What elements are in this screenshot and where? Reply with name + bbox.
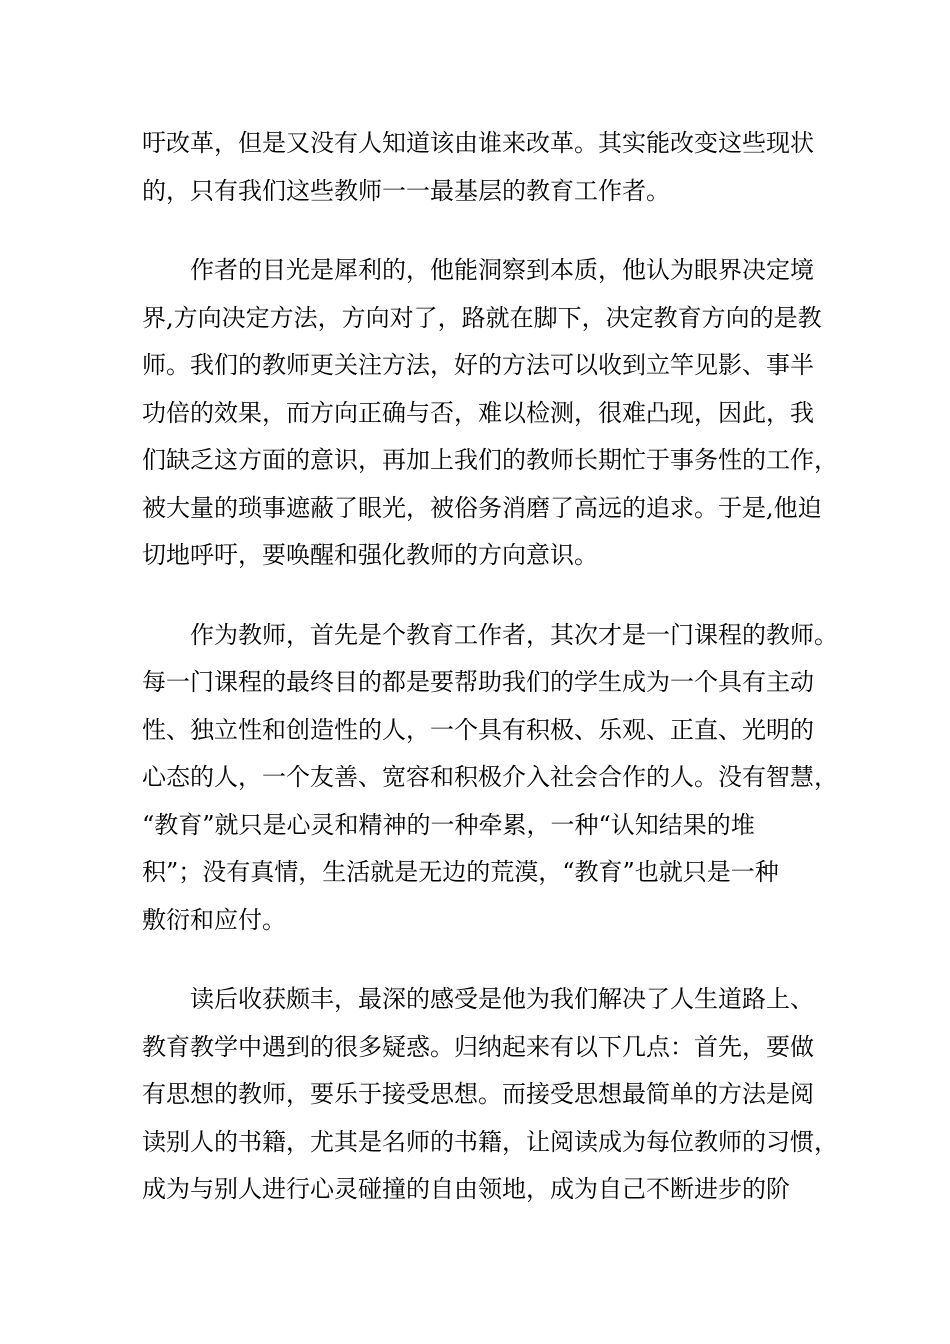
- text-line: 切地呼吁，要唤醒和强化教师的方向意识。: [142, 541, 598, 569]
- text-line: 每一门课程的最终目的都是要帮助我们的学生成为一个具有主动: [142, 668, 814, 696]
- text-line: 教育教学中遇到的很多疑惑。归纳起来有以下几点：首先，要做: [142, 1032, 814, 1061]
- text-line: 作者的目光是犀利的，他能洞察到本质，他认为眼界决定境: [190, 256, 814, 284]
- text-line: “教育”就只是心灵和精神的一种牵累，一种“认知结果的堆: [142, 810, 755, 839]
- text-line: 心态的人，一个友善、宽容和积极介入社会合作的人。没有智慧，: [142, 763, 838, 791]
- text-line: 功倍的效果，而方向正确与否，难以检测，很难凸现，因此，我: [142, 398, 814, 427]
- text-line: 成为与别人进行心灵碰撞的自由领地，成为自己不断进步的阶: [142, 1175, 790, 1203]
- text-line: 敷衍和应付。: [142, 905, 286, 934]
- body-text: [142, 120, 838, 1246]
- text-line: 作为教师，首先是个教育工作者，其次才是一门课程的教师。: [190, 620, 838, 649]
- paragraph-1: [142, 120, 812, 215]
- text-line: 被大量的琐事遮蔽了眼光，被俗务消磨了高远的追求。于是,他迫: [142, 493, 822, 522]
- text-line: 有思想的教师，要乐于接受思想。而接受思想最简单的方法是阅: [142, 1080, 814, 1108]
- text-line: 吁改革，但是又没有人知道该由谁来改革。其实能改变这些现状: [142, 129, 814, 157]
- text-line: 师。我们的教师更关注方法，好的方法可以收到立竿见影、事半: [142, 351, 814, 379]
- paragraph-3: [142, 612, 838, 945]
- paragraph-2: [142, 247, 838, 580]
- text-line: 性、独立性和创造性的人，一个具有积极、乐观、正直、光明的: [142, 715, 814, 744]
- text-line: 界,方向决定方法，方向对了，路就在脚下，决定教育方向的是教: [142, 303, 822, 332]
- text-line: 的，只有我们这些教师一一最基层的教育工作者。: [142, 176, 670, 205]
- text-line: 积”；没有真情，生活就是无边的荒漠，“教育”也就只是一种: [142, 858, 779, 886]
- text-line: 读别人的书籍，尤其是名师的书籍，让阅读成为每位教师的习惯，: [142, 1127, 838, 1156]
- text-line: 们缺乏这方面的意识，再加上我们的教师长期忙于事务性的工作，: [142, 446, 838, 474]
- text-line: 读后收获颇丰，最深的感受是他为我们解决了人生道路上、: [190, 985, 814, 1013]
- paragraph-4: [142, 976, 838, 1214]
